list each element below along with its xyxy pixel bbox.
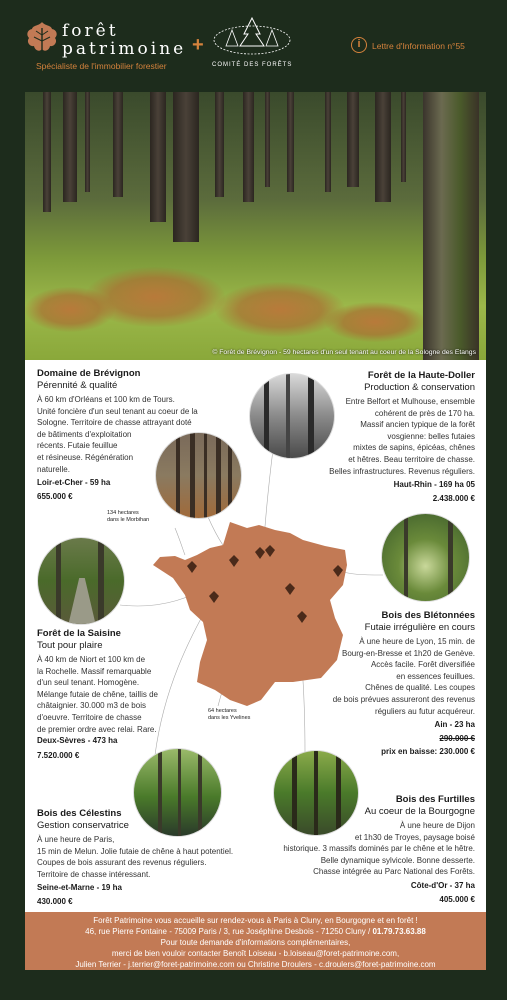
listing-line: historique. 3 massifs dominés par le chêne et le hêtre.	[283, 844, 475, 854]
tree-trunk	[173, 92, 199, 242]
listing-title: Bois des Furtilles	[395, 794, 475, 805]
listing-line: À 40 km de Niort et 100 km de	[37, 655, 146, 664]
morbihan-area: 134 hectares	[107, 510, 139, 516]
partner-name: COMITÉ DES FORÊTS	[212, 62, 293, 68]
listing-line: À une heure de Lyon, 15 min. de	[359, 637, 475, 646]
tree-trunk	[243, 92, 254, 202]
hero-caption: © Forêt de Brévignon - 59 hectares d'un seul tenant au coeur de la Sologne des Etangs	[212, 349, 476, 356]
listing-price: 7.520.000 €	[37, 750, 80, 760]
listing-subtitle: Pérennité & qualité	[37, 380, 118, 391]
footer-contact	[25, 912, 486, 970]
listing-line: la Rochelle. Massif remarquable	[37, 666, 152, 676]
listing-title: Bois des Célestins	[37, 808, 122, 819]
listing-location: Deux-Sèvres - 473 ha	[37, 736, 118, 746]
listing-location: Seine-et-Marne - 19 ha	[37, 883, 122, 893]
listing-line: de premier ordre avec relai. Rare.	[37, 724, 157, 734]
tree-trunk	[215, 92, 224, 197]
listing-old-price: 290.000 €	[439, 733, 475, 743]
listing-line: À une heure de Paris,	[37, 835, 115, 844]
listing-haute-doller[interactable]	[275, 370, 475, 504]
listing-line: châtaignier. 30.000 m3 de bois	[37, 701, 146, 711]
listing-line: Mélange futaie de chêne, taillis de	[37, 689, 158, 699]
listing-line: vosgienne: belles futaies	[387, 431, 475, 441]
listing-line: Bourg-en-Bresse et 1h20 de Genève.	[342, 648, 475, 658]
morbihan-note	[107, 510, 149, 523]
tree-trunk	[113, 92, 123, 197]
listing-price: 430.000 €	[37, 896, 73, 906]
listing-title: Forêt de la Saisine	[37, 628, 121, 639]
listing-location: Ain - 23 ha	[434, 720, 475, 730]
header	[0, 0, 507, 92]
listing-brevignon[interactable]	[37, 368, 237, 502]
listing-line: Territoire de chasse intéressant.	[37, 869, 151, 879]
listing-subtitle: Gestion conservatrice	[37, 820, 129, 831]
listing-line: À une heure de Dijon	[399, 821, 475, 830]
yvelines-area: 64 hectares	[208, 708, 237, 714]
listing-title: Bois des Blétonnées	[381, 610, 475, 621]
listing-line: Unité foncière d'un seul tenant au coeur de la	[37, 406, 198, 416]
listing-price: 655.000 €	[37, 491, 73, 501]
listing-celestins[interactable]	[37, 808, 277, 908]
listing-location: Côte-d'Or - 37 ha	[410, 880, 475, 890]
listing-line: et hêtres. Beau territoire de chasse.	[348, 454, 475, 464]
listing-line: d'oeuvre. Territoire de chasse	[37, 712, 142, 722]
brand-name	[62, 22, 186, 58]
listing-line: Massif ancien typique de la forêt	[360, 420, 475, 430]
tree-trunk	[287, 92, 294, 192]
listing-line: cohérent de près de 170 ha.	[374, 408, 475, 418]
listing-location: Loir-et-Cher - 59 ha	[37, 478, 111, 488]
morbihan-place: dans le Morbihan	[107, 516, 150, 523]
newsletter-number: Lettre d'Information n°55	[372, 41, 465, 51]
listing-price: 405.000 €	[439, 894, 475, 904]
listing-line: naturelle.	[37, 464, 70, 474]
tree-trunk	[375, 92, 391, 202]
comite-des-forets-logo-icon	[210, 14, 294, 56]
fern-patch	[215, 282, 345, 337]
hero-photo	[25, 92, 486, 360]
footer-welcome: Forêt Patrimoine vous accueille sur rendez-vous à Paris à Cluny, en Bourgogne et en forêt !	[93, 916, 418, 925]
listing-subtitle: Production & conservation	[364, 382, 475, 393]
listings-panel	[25, 360, 486, 912]
listing-price: prix en baisse: 230.000 €	[381, 747, 475, 757]
listing-title: Domaine de Brévignon	[37, 368, 141, 379]
brand-line-1: forêt	[62, 21, 119, 41]
listing-line: d'un seul tenant. Homogène.	[37, 678, 140, 688]
listing-location: Haut-Rhin - 169 ha 05	[393, 480, 475, 490]
listing-line: Belle dynamique sylvicole. Bonne desserte.	[320, 855, 475, 865]
yvelines-place: dans les Yvelines	[208, 714, 251, 721]
listing-line: et résineuse. Régénération	[37, 452, 134, 462]
info-icon: i	[351, 37, 367, 53]
footer-address	[25, 926, 486, 937]
listing-price: 2.438.000 €	[432, 493, 475, 503]
footer-contact-1[interactable]: merci de bien vouloir contacter Benoît Loiseau - b.loiseau@foret-patrimoine.com,	[111, 949, 400, 958]
listing-saisine[interactable]	[37, 628, 207, 761]
listing-line: en essences feuillues.	[396, 671, 475, 681]
listing-subtitle: Tout pour plaire	[37, 640, 103, 651]
listing-subtitle: Futaie irrégulière en cours	[364, 622, 475, 633]
tagline: Spécialiste de l'immobilier forestier	[36, 61, 167, 71]
tree-trunk	[347, 92, 359, 187]
tree-trunk	[43, 92, 51, 212]
tree-trunk	[63, 92, 77, 202]
listing-subtitle: Au coeur de la Bourgogne	[364, 806, 475, 817]
tree-trunk	[265, 92, 270, 187]
fern-patch	[25, 287, 115, 332]
listing-line: Chênes de qualité. Les coupes	[365, 683, 475, 693]
plus-icon: +	[192, 34, 204, 56]
tree-trunk	[85, 92, 90, 192]
listing-line: de bâtiments d'exploitation	[37, 429, 132, 439]
tree-trunk	[150, 92, 166, 222]
listing-line: Sologne. Territoire de chasse attrayant doté	[37, 418, 192, 428]
listing-line: Belles infrastructures. Revenus réguliers.	[329, 466, 475, 476]
brand-line-2: patrimoine	[62, 39, 187, 59]
footer-info: Pour toute demande d'informations complémentaires,	[160, 938, 351, 947]
tree-trunk	[325, 92, 331, 192]
saisine-photo	[37, 537, 125, 625]
leaf-logo-icon	[24, 20, 60, 56]
fern-patch	[325, 302, 425, 342]
listing-line: mixtes de sapins, épicéas, chênes	[353, 443, 475, 453]
listing-line: Entre Belfort et Mulhouse, ensemble	[345, 397, 475, 406]
listing-line: de bois prévues assureront des revenus	[332, 694, 475, 704]
bletonnees-photo	[381, 513, 470, 602]
footer-address-text: 46, rue Pierre Fontaine - 75009 Paris / 3, rue Joséphine Desbois - 71250 Cluny /	[85, 927, 373, 936]
footer-contact-2[interactable]: Julien Terrier - j.terrier@foret-patrimoine.com ou Christine Droulers - c.droulers@foret-patrimoine.com	[75, 960, 436, 969]
listing-line: et 1h30 de Troyes, paysage boisé	[354, 832, 475, 842]
listing-title: Forêt de la Haute-Doller	[367, 370, 475, 381]
tree-trunk	[401, 92, 406, 182]
listing-line: Coupes de bois assurant des revenus réguliers.	[37, 858, 207, 868]
listing-furtilles[interactable]	[245, 794, 475, 905]
listing-line: Accès facile. Forêt diversifiée	[370, 660, 475, 670]
listing-line: récents. Futaie feuillue	[37, 441, 118, 451]
listing-bletonnees[interactable]	[275, 610, 475, 758]
listing-line: réguliers au futur acquéreur.	[374, 706, 475, 716]
footer-phone[interactable]: 01.79.73.63.88	[372, 927, 426, 936]
listing-line: 15 min de Melun. Jolie futaie de chêne à haut potentiel.	[37, 846, 234, 856]
yvelines-note	[208, 708, 250, 721]
listing-line: Chasse intégrée au Parc National des Forêts.	[313, 867, 475, 877]
listing-line: À 60 km d'Orléans et 100 km de Tours.	[37, 395, 175, 404]
tree-trunk	[423, 92, 479, 360]
